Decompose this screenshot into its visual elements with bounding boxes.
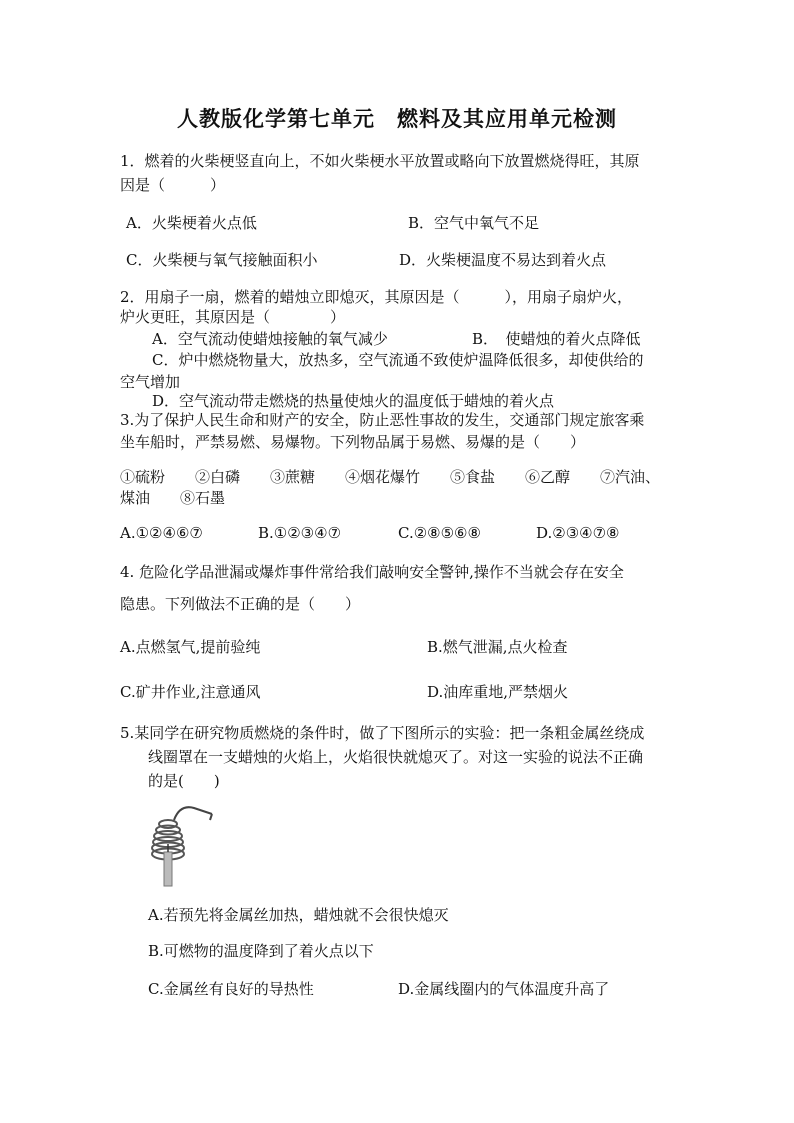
q3-option-b: B.①②③④⑦ <box>258 524 342 542</box>
q3-option-c: C.②⑧⑤⑥⑧ <box>398 524 481 542</box>
q2-option-b: B． 使蜡烛的着火点降低 <box>472 330 641 348</box>
q3-option-a: A.①②④⑥⑦ <box>120 524 203 542</box>
q5-option-b: B.可燃物的温度降到了着火点以下 <box>148 942 374 960</box>
q2-stem-line1: 2．用扇子一扇，燃着的蜡烛立即熄灭，其原因是（ ），用扇子扇炉火， <box>120 288 633 306</box>
q2-option-c-line1: C．炉中燃烧物量大，放热多，空气流通不致使炉温降低很多，却使供给的 <box>152 351 644 369</box>
page-title: 人教版化学第七单元 燃料及其应用单元检测 <box>177 106 617 131</box>
q4-option-c: C.矿井作业,注意通风 <box>120 683 261 701</box>
q5-stem-line1: 5.某同学在研究物质燃烧的条件时，做了下图所示的实验：把一条粗金属丝绕成 <box>120 724 645 742</box>
q3-option-d: D.②③④⑦⑧ <box>536 524 620 542</box>
q4-option-b: B.燃气泄漏,点火检查 <box>427 638 568 656</box>
q5-stem-line3: 的是( ) <box>148 772 220 790</box>
q2-option-c-line2: 空气增加 <box>120 373 181 391</box>
q4-option-d: D.油库重地,严禁烟火 <box>427 683 569 701</box>
q1-stem-line1: 1．燃着的火柴梗竖直向上，不如火柴梗水平放置或略向下放置燃烧得旺，其原 <box>120 152 640 170</box>
q1-option-a: A．火柴梗着火点低 <box>126 214 257 232</box>
q3-stem-line1: 3.为了保护人民生命和财产的安全，防止恶性事故的发生，交通部门规定旅客乘 <box>120 411 645 429</box>
q1-option-c: C．火柴梗与氧气接触面积小 <box>126 251 318 269</box>
q5-option-d: D.金属线圈内的气体温度升高了 <box>398 980 610 998</box>
q1-stem-line2: 因是（ ） <box>120 176 226 194</box>
q4-option-a: A.点燃氢气,提前验纯 <box>120 638 261 656</box>
q3-items-line1: ①硫粉 ②白磷 ③蔗糖 ④烟花爆竹 ⑤食盐 ⑥乙醇 ⑦汽油、 <box>120 468 661 486</box>
q4-stem-line2: 隐患。下列做法不正确的是（ ） <box>120 595 361 613</box>
q3-stem-line2: 坐车船时，严禁易燃、易爆物。下列物品属于易燃、易爆的是（ ） <box>120 433 586 451</box>
q4-stem-line1: 4. 危险化学品泄漏或爆炸事件常给我们敲响安全警钟,操作不当就会存在安全 <box>120 563 624 581</box>
q5-option-c: C.金属丝有良好的导热性 <box>148 980 314 998</box>
q1-option-b: B．空气中氧气不足 <box>408 214 540 232</box>
q5-option-a: A.若预先将金属丝加热，蜡烛就不会很快熄灭 <box>148 906 449 924</box>
q1-option-d: D．火柴梗温度不易达到着火点 <box>399 251 607 269</box>
coil-candle-figure <box>146 800 226 890</box>
q2-option-d: D．空气流动带走燃烧的热量使烛火的温度低于蜡烛的着火点 <box>152 392 555 410</box>
q5-stem-line2: 线圈罩在一支蜡烛的火焰上，火焰很快就熄灭了。对这一实验的说法不正确 <box>148 748 644 766</box>
q2-stem-line2: 炉火更旺，其原因是（ ） <box>120 308 346 326</box>
q2-option-a: A．空气流动使蜡烛接触的氧气减少 <box>152 330 388 348</box>
q3-items-line2: 煤油 ⑧石墨 <box>120 489 226 507</box>
